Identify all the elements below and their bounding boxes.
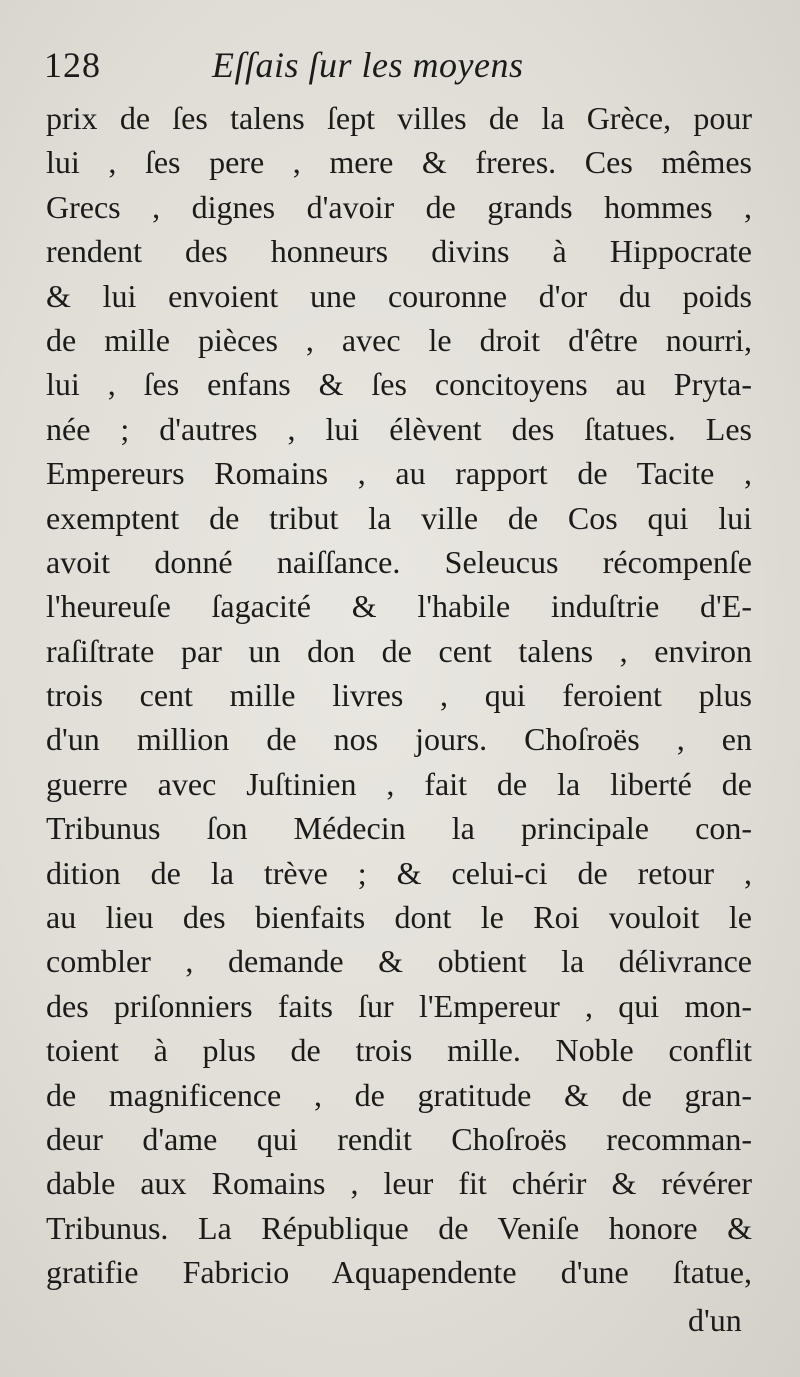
running-head: Eſſais ſur les moyens: [212, 45, 524, 85]
text-line: Tribunus ſon Médecin la principale con-: [46, 810, 752, 847]
text-line: Tribunus. La République de Veniſe honore &: [46, 1209, 752, 1246]
text-line: raſiſtrate par un don de cent talens , environ: [46, 632, 752, 669]
text-line: prix de ſes talens ſept villes de la Grèce, pour: [46, 100, 752, 136]
catchword: d'un: [688, 1302, 742, 1338]
page-header: [40, 44, 760, 94]
text-line: dable aux Romains , leur fit chérir & révérer: [46, 1165, 752, 1202]
text-line: exemptent de tribut la ville de Cos qui lui: [46, 499, 752, 536]
body-text: [46, 96, 752, 1295]
page-number: 128: [44, 45, 101, 85]
text-line: l'heureuſe ſagacité & l'habile induſtrie d'E-: [46, 588, 752, 625]
text-line: combler , demande & obtient la délivrance: [46, 943, 752, 980]
text-line: gratifie Fabricio Aquapendente d'une ſtatue,: [46, 1254, 752, 1291]
text-line: avoit donné naiſſance. Seleucus récompenſe: [46, 543, 752, 580]
text-line: de magnificence , de gratitude & de gran-: [46, 1076, 752, 1113]
text-line: de mille pièces , avec le droit d'être nourri,: [46, 321, 752, 358]
text-line: Empereurs Romains , au rapport de Tacite ,: [46, 455, 752, 492]
text-line: deur d'ame qui rendit Choſroës recomman-: [46, 1120, 752, 1157]
text-line: lui , ſes enfans & ſes concitoyens au Pryta-: [46, 366, 752, 403]
text-line: lui , ſes pere , mere & freres. Ces mêmes: [46, 144, 752, 181]
text-line: & lui envoient une couronne d'or du poids: [46, 277, 752, 314]
text-line: guerre avec Juſtinien , fait de la liberté de: [46, 765, 752, 802]
text-line: des priſonniers faits ſur l'Empereur , qui mon-: [46, 987, 752, 1024]
text-line: dition de la trève ; & celui-ci de retour ,: [46, 854, 752, 891]
text-line: au lieu des bienfaits dont le Roi vouloit le: [46, 899, 752, 936]
text-line: rendent des honneurs divins à Hippocrate: [46, 233, 752, 270]
text-line: née ; d'autres , lui élèvent des ſtatues. Les: [46, 410, 752, 447]
text-line: d'un million de nos jours. Choſroës , en: [46, 721, 752, 758]
text-line: toient à plus de trois mille. Noble conflit: [46, 1032, 752, 1069]
text-line: Grecs , dignes d'avoir de grands hommes ,: [46, 188, 752, 225]
text-line: trois cent mille livres , qui feroient plus: [46, 677, 752, 714]
